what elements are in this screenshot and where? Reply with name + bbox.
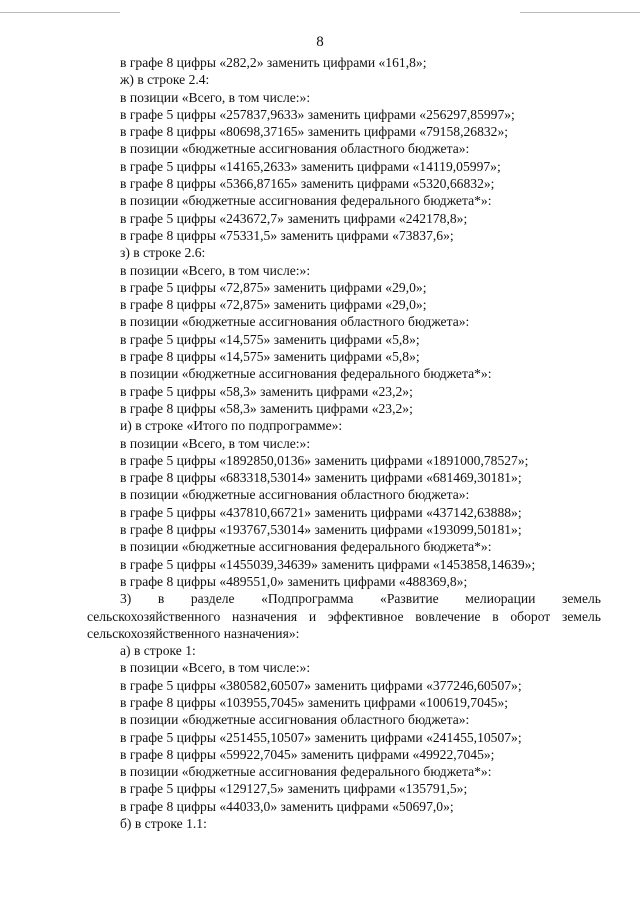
amendment-line: в графе 8 цифры «489551,0» заменить цифрами «488369,8»; <box>120 573 468 589</box>
amendment-line: в позиции «Всего, в том числе:»: <box>120 262 311 278</box>
amendment-line: в графе 5 цифры «1892850,0136» заменить цифрами «1891000,78527»; <box>120 452 529 468</box>
amendment-line: в позиции «бюджетные ассигнования областного бюджета»: <box>120 712 470 728</box>
section-paragraph <box>87 590 601 642</box>
amendment-line: в графе 8 цифры «282,2» заменить цифрами «161,8»; <box>120 55 427 70</box>
amendment-line: в позиции «бюджетные ассигнования областного бюджета»: <box>120 487 470 503</box>
amendment-line: в позиции «Всего, в том числе:»: <box>120 89 311 105</box>
amendment-line: в графе 8 цифры «193767,53014» заменить цифрами «193099,50181»; <box>120 522 522 538</box>
amendment-lines-after <box>87 642 601 832</box>
amendment-line: в графе 8 цифры «58,3» заменить цифрами «23,2»; <box>120 400 413 416</box>
amendment-line: в позиции «бюджетные ассигнования федерального бюджета*»: <box>120 764 492 780</box>
amendment-line: в графе 5 цифры «14165,2633» заменить цифрами «14119,05997»; <box>120 158 501 174</box>
page-number: 8 <box>316 34 324 50</box>
amendment-line: в графе 8 цифры «683318,53014» заменить цифрами «681469,30181»; <box>120 470 522 486</box>
amendment-line: в графе 5 цифры «14,575» заменить цифрами «5,8»; <box>120 331 420 347</box>
amendment-line: в позиции «бюджетные ассигнования федерального бюджета*»: <box>120 193 492 209</box>
amendment-line: в графе 8 цифры «44033,0» заменить цифрами «50697,0»; <box>120 798 454 814</box>
amendment-line: а) в строке 1: <box>120 643 196 659</box>
scan-edge-mark <box>0 12 120 13</box>
paragraph-line-1: 3) в разделе «Подпрограмма «Развитие мелиорации земель <box>120 591 601 607</box>
scan-edge-mark <box>520 12 640 13</box>
amendment-line: в графе 5 цифры «58,3» заменить цифрами «23,2»; <box>120 383 413 399</box>
amendment-line: в позиции «бюджетные ассигнования областного бюджета»: <box>120 314 470 330</box>
amendment-line: в графе 8 цифры «75331,5» заменить цифрами «73837,6»; <box>120 227 454 243</box>
amendment-line: в позиции «бюджетные ассигнования федерального бюджета*»: <box>120 366 492 382</box>
amendment-line: в графе 8 цифры «5366,87165» заменить цифрами «5320,66832»; <box>120 176 495 192</box>
amendment-line: в позиции «Всего, в том числе:»: <box>120 435 311 451</box>
amendment-line: в графе 5 цифры «129127,5» заменить цифрами «135791,5»; <box>120 781 468 797</box>
amendment-line: в графе 8 цифры «72,875» заменить цифрами «29,0»; <box>120 297 427 313</box>
amendment-line: в позиции «бюджетные ассигнования областного бюджета»: <box>120 141 470 157</box>
amendment-line: в графе 5 цифры «380582,60507» заменить цифрами «377246,60507»; <box>120 677 522 693</box>
amendment-line: в позиции «Всего, в том числе:»: <box>120 660 311 676</box>
amendment-line: и) в строке «Итого по подпрограмме»: <box>120 418 343 434</box>
amendment-line: в графе 8 цифры «14,575» заменить цифрами «5,8»; <box>120 349 420 365</box>
amendment-line: в графе 5 цифры «72,875» заменить цифрами «29,0»; <box>120 279 427 295</box>
amendment-line: в графе 8 цифры «59922,7045» заменить цифрами «49922,7045»; <box>120 746 495 762</box>
amendment-line: в позиции «бюджетные ассигнования федерального бюджета*»: <box>120 539 492 555</box>
amendment-line: в графе 8 цифры «103955,7045» заменить цифрами «100619,7045»; <box>120 694 509 710</box>
amendment-line: в графе 8 цифры «80698,37165» заменить цифрами «79158,26832»; <box>120 124 509 140</box>
document-body <box>87 54 601 832</box>
amendment-line: в графе 5 цифры «251455,10507» заменить цифрами «241455,10507»; <box>120 729 522 745</box>
amendment-line: в графе 5 цифры «437810,66721» заменить цифрами «437142,63888»; <box>120 504 522 520</box>
paragraph-line-3: сельскохозяйственного назначения»: <box>87 625 300 641</box>
amendment-lines <box>87 54 601 590</box>
amendment-line: в графе 5 цифры «243672,7» заменить цифрами «242178,8»; <box>120 210 468 226</box>
amendment-line: з) в строке 2.6: <box>120 245 206 261</box>
amendment-line: в графе 5 цифры «257837,9633» заменить цифрами «256297,85997»; <box>120 106 515 122</box>
amendment-line: б) в строке 1.1: <box>120 816 207 832</box>
amendment-line: ж) в строке 2.4: <box>120 72 210 88</box>
amendment-line: в графе 5 цифры «1455039,34639» заменить цифрами «1453858,14639»; <box>120 556 536 572</box>
paragraph-line-2: сельскохозяйственного назначения и эффективное вовлечение в оборот земель <box>87 608 601 624</box>
